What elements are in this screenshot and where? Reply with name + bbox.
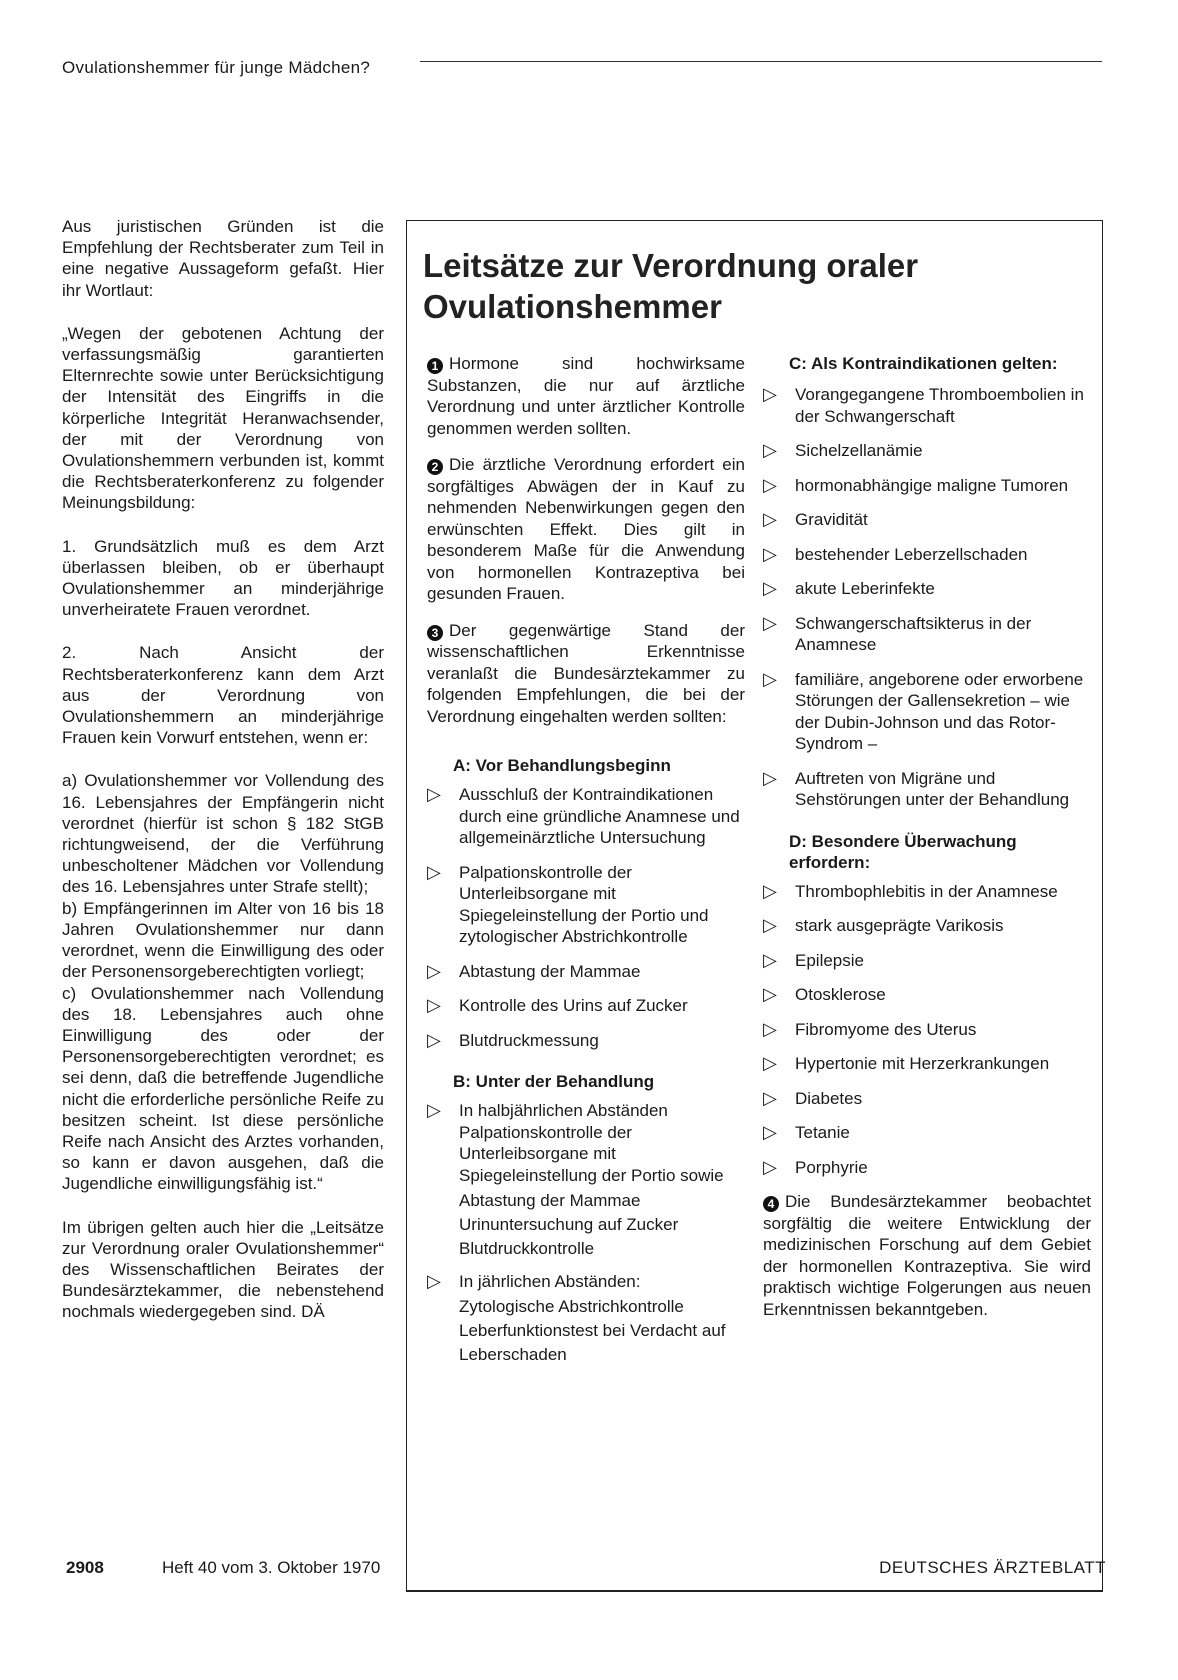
list-item-text: Vorangegangene Thromboembolien in der Schwangerschaft (795, 385, 1084, 426)
journal-name: DEUTSCHES ÄRZTEBLATT (879, 1558, 1106, 1577)
header-rule (420, 61, 1102, 62)
triangle-bullet-icon: ▷ (763, 509, 777, 529)
left-column (62, 216, 384, 1345)
sub-item: Blutdruckkontrolle (459, 1239, 595, 1258)
triangle-bullet-icon: ▷ (763, 915, 777, 935)
box-right-column (763, 353, 1091, 1335)
guidelines-box (406, 220, 1103, 1592)
sub-item: Abtastung der Mammae (459, 1191, 641, 1210)
point-3-text: Der gegenwärtige Stand der wissenschaftlichen Erkenntnisse veranlaßt die Bundesärztekammer zu folgenden Empfehlungen, die bei der Verordnung eingehalten werden sollten: (427, 620, 745, 726)
section-c-heading: C: Als Kontraindikationen gelten: (789, 354, 1058, 373)
list-item-text: Schwangerschaftsikterus in der Anamnese (795, 613, 1032, 654)
triangle-bullet-icon: ▷ (763, 880, 777, 901)
point-1-text: Hormone sind hochwirksame Substanzen, die nur auf ärztliche Verordnung und unter ärztlicher Kontrolle genommen werden sollten. (427, 354, 745, 438)
list-item-text: Gravidität (795, 510, 868, 529)
triangle-bullet-icon: ▷ (763, 668, 777, 689)
list-item-text: familiäre, angeborene oder erworbene Störungen der Gallensekretion – wie der Dubin-Johnson und das Rotor-Syndrom – (795, 669, 1084, 753)
triangle-bullet-icon: ▷ (763, 767, 777, 788)
list-item-text: Kontrolle des Urins auf Zucker (459, 996, 688, 1015)
list-item (763, 384, 1091, 427)
running-header (62, 58, 1102, 80)
point-3 (427, 620, 745, 728)
list-item-text: Diabetes (795, 1088, 863, 1108)
list-item-text: Sichelzellanämie (795, 441, 923, 460)
list-item-text: Hypertonie mit Herzerkrankungen (795, 1054, 1050, 1073)
list-item (763, 509, 1091, 531)
list-item-text: Epilepsie (795, 950, 864, 970)
number-badge-2: 2 (427, 459, 443, 475)
section-a-list (427, 784, 745, 1051)
sub-item: Leberfunktionstest bei Verdacht auf Leberschaden (459, 1320, 726, 1364)
box-title: Leitsätze zur Verordnung oraler Ovulationshemmer (423, 247, 919, 325)
section-c-list (763, 384, 1091, 811)
triangle-bullet-icon: ▷ (427, 995, 441, 1015)
triangle-bullet-icon: ▷ (763, 440, 777, 460)
running-title: Ovulationshemmer für junge Mädchen? (62, 58, 371, 77)
list-item-text: Palpationskontrolle der Unterleibsorgane mit Spiegeleinstellung der Portio und zytologischer Abstrichkontrolle (459, 862, 709, 946)
triangle-bullet-icon: ▷ (427, 960, 441, 981)
list-item (763, 544, 1091, 566)
closing-text: Im übrigen gelten auch hier die „Leitsätze zur Verordnung oraler Ovulationshemmer“ des Wissenschaftlichen Beirates der Bundesärztekammer, die nebenstehend nochmals wiedergegeben sind. (62, 1217, 384, 1322)
sub-list (427, 1295, 745, 1367)
triangle-bullet-icon: ▷ (763, 1087, 777, 1108)
list-item-text: Auftreten von Migräne und Sehstörungen unter der Behandlung (795, 768, 1070, 809)
triangle-bullet-icon: ▷ (763, 1053, 777, 1073)
section-d-list (763, 881, 1091, 1179)
point-4 (763, 1191, 1091, 1320)
sub-item: Zytologische Abstrichkontrolle (459, 1296, 684, 1316)
list-item-text: Tetanie (795, 1123, 850, 1142)
section-b-list (427, 1100, 745, 1367)
list-item-text: Blutdruckmessung (459, 1030, 599, 1050)
section-b-heading: B: Unter der Behandlung (453, 1072, 655, 1091)
list-item (763, 578, 1091, 600)
list-item-text: stark ausgeprägte Varikosis (795, 916, 1004, 935)
point-4-text: Die Bundesärztekammer beobachtet sorgfältig die weitere Entwicklung der medizinischen Forschung auf dem Gebiet der hormonellen Kontrazeptiva. Sie wird praktisch wichtige Folgerungen aus neuen Erkenntnissen bekanntgeben. (763, 1192, 1091, 1319)
list-item (763, 1053, 1091, 1075)
page-number: 2908 (66, 1558, 104, 1577)
list-item-text: In jährlichen Abständen: (459, 1272, 641, 1291)
list-item-text: hormonabhängige maligne Tumoren (795, 475, 1069, 495)
page-footer (66, 1558, 1106, 1588)
triangle-bullet-icon: ▷ (763, 984, 777, 1004)
list-item (763, 475, 1091, 497)
triangle-bullet-icon: ▷ (763, 1122, 777, 1142)
list-item (763, 881, 1091, 903)
list-item (427, 1100, 745, 1186)
list-item-text: Fibromyome des Uterus (795, 1019, 977, 1039)
list-item (427, 995, 745, 1017)
triangle-bullet-icon: ▷ (427, 784, 441, 804)
triangle-bullet-icon: ▷ (763, 1156, 777, 1177)
list-item-text: Otosklerose (795, 985, 886, 1004)
list-item (427, 1271, 745, 1293)
list-item-text: Ausschluß der Kontraindikationen durch eine gründliche Anamnese und allgemeinärztliche Untersuchung (459, 785, 740, 847)
list-item (427, 1030, 745, 1052)
intro-paragraph: Aus juristischen Gründen ist die Empfehlung der Rechtsberater zum Teil in eine negative Aussageform gefaßt. Hier ihr Wortlaut: (62, 217, 384, 300)
list-item (763, 950, 1091, 972)
list-item (763, 1019, 1091, 1041)
list-item (427, 784, 745, 849)
list-item (763, 915, 1091, 937)
list-item-text: bestehender Leberzellschaden (795, 544, 1028, 564)
point-1 (427, 353, 745, 439)
triangle-bullet-icon: ▷ (763, 543, 777, 564)
number-badge-1: 1 (427, 358, 443, 374)
sub-item: Urinuntersuchung auf Zucker (459, 1215, 679, 1234)
point-2-text: Die ärztliche Verordnung erfordert ein sorgfältiges Abwägen der in Kauf zu nehmenden Nebenwirkungen gegen den erwünschten Effekt. Dies gilt in besonderem Maße für die Anwendung von hormonellen Kontrazeptiva bei gesunden Frauen. (427, 455, 745, 603)
point-2 (427, 454, 745, 605)
list-item-text: In halbjährlichen Abständen Palpationskontrolle der Unterleibsorgane mit Spiegeleinstellung der Portio sowie (459, 1101, 724, 1185)
list-item (427, 961, 745, 983)
list-item (763, 669, 1091, 755)
signature: DÄ (301, 1302, 325, 1322)
list-item (763, 1157, 1091, 1179)
point-b-paragraph: b) Empfängerinnen im Alter von 16 bis 18 Jahren Ovulationshemmer nur dann verordnet, wenn die Einwilligung des oder der Personensorgeberechtigten vorliegt; (62, 898, 384, 982)
list-item (763, 768, 1091, 811)
triangle-bullet-icon: ▷ (763, 1018, 777, 1039)
list-item (427, 862, 745, 948)
triangle-bullet-icon: ▷ (763, 384, 777, 404)
point-1-paragraph: 1. Grundsätzlich muß es dem Arzt überlassen bleiben, ob er überhaupt Ovulationshemmer an minderjährige unverheiratete Frauen verordnet. (62, 536, 384, 620)
list-item-text: Thrombophlebitis in der Anamnese (795, 881, 1058, 901)
triangle-bullet-icon: ▷ (427, 861, 441, 882)
list-item-text: Abtastung der Mammae (459, 961, 641, 981)
number-badge-3: 3 (427, 625, 443, 641)
list-item (763, 613, 1091, 656)
list-item (763, 440, 1091, 462)
list-item (763, 984, 1091, 1006)
triangle-bullet-icon: ▷ (763, 474, 777, 495)
point-2-paragraph: 2. Nach Ansicht der Rechtsberaterkonferenz kann dem Arzt aus der Verordnung von Ovulationshemmern an minderjährige Frauen kein Vorwurf entstehen, wenn er: (62, 643, 384, 748)
triangle-bullet-icon: ▷ (427, 1271, 441, 1291)
list-item (763, 1122, 1091, 1144)
triangle-bullet-icon: ▷ (763, 612, 777, 633)
sub-list (427, 1189, 745, 1261)
list-item-text: akute Leberinfekte (795, 579, 935, 598)
closing-paragraph (62, 1217, 384, 1323)
section-a-heading: A: Vor Behandlungsbeginn (453, 756, 671, 775)
triangle-bullet-icon: ▷ (427, 1029, 441, 1050)
section-d-heading: D: Besondere Überwachung erfordern: (789, 831, 1017, 872)
triangle-bullet-icon: ▷ (763, 949, 777, 970)
triangle-bullet-icon: ▷ (427, 1100, 441, 1120)
list-item (763, 1088, 1091, 1110)
quote-paragraph: „Wegen der gebotenen Achtung der verfassungsmäßig garantierten Elternrechte sowie unter Berücksichtigung der Intensität des Eingriffs in die körperliche Integrität Heranwachsender, der mit der Verordnung von Ovulationshemmern verbunden ist, kommt die Rechtsberaterkonferenz zu folgender Meinungsbildung: (62, 323, 384, 513)
point-c-paragraph: c) Ovulationshemmer nach Vollendung des 18. Lebensjahres auch ohne Einwilligung des oder der Personensorgeberechtigten verordnet; es sei denn, daß die betreffende Jugendliche nicht die erforderliche persönliche Reife zu besitzen scheint. Ist diese persönliche Reife nach Ansicht des Arztes vorhanden, so kann er davon ausgehen, daß die Jugendliche einwilligungsfähig ist.“ (62, 983, 384, 1194)
triangle-bullet-icon: ▷ (763, 578, 777, 598)
issue-info: Heft 40 vom 3. Oktober 1970 (162, 1558, 381, 1577)
point-a-paragraph: a) Ovulationshemmer vor Vollendung des 16. Lebensjahres der Empfängerin nicht verordnet (hierfür ist schon § 182 StGB richtungweisend, der die Verführung unbescholtener Mädchen vor Vollendung des 16. Lebensjahres unter Strafe stellt); (62, 771, 384, 897)
number-badge-4: 4 (763, 1196, 779, 1212)
box-left-column (427, 353, 745, 1377)
list-item-text: Porphyrie (795, 1157, 868, 1177)
